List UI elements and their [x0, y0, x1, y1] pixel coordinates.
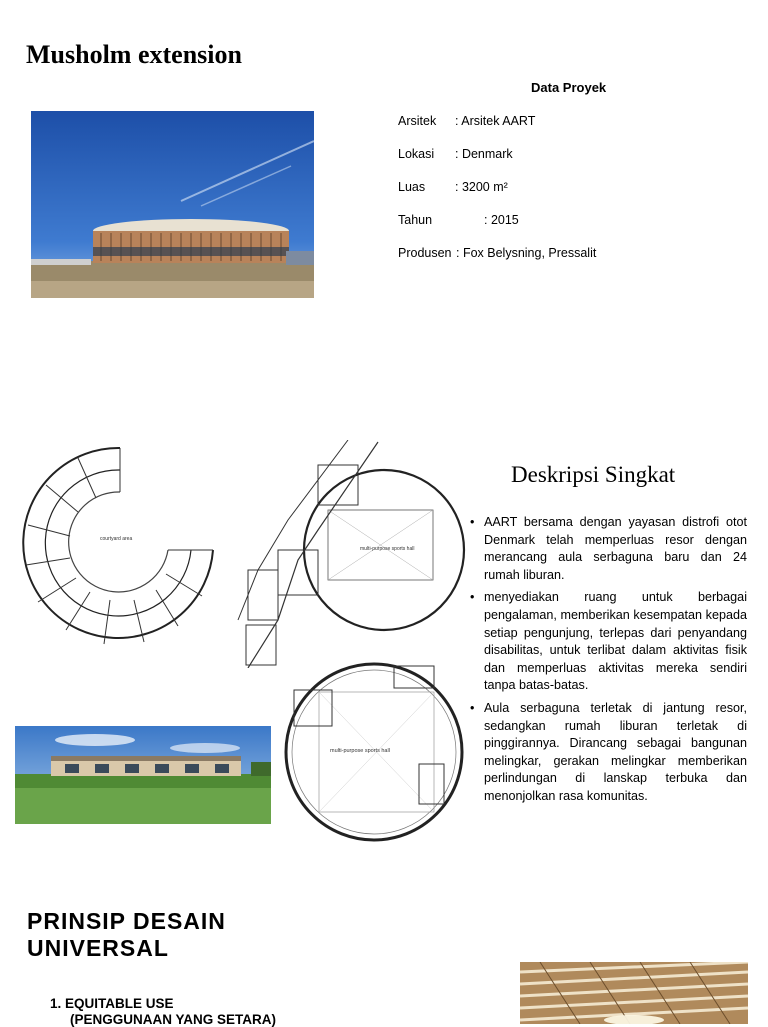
principle-item: 1. EQUITABLE USE	[50, 996, 174, 1011]
data-value: : Denmark	[455, 147, 513, 161]
page-title: Musholm extension	[26, 40, 242, 69]
principle-title: PRINSIP DESAIN UNIVERSAL	[27, 908, 226, 961]
data-label: Luas	[398, 180, 426, 194]
interior-ceiling-photo	[520, 962, 748, 1024]
data-row-arsitek	[398, 114, 535, 128]
data-row-tahun	[398, 213, 519, 227]
courtyard-label: courtyard area	[100, 536, 133, 542]
data-row-produsen	[398, 246, 596, 260]
sports-hall-label: multi-purpose sports hall	[360, 546, 415, 552]
list-item: • Aula serbaguna terletak di jantung resor, sedangkan rumah liburan terletak di pinggirannya. Dirancang sebagai bangunan melingkar, gerakan melingkar memberikan perlindungan di lanskap terbuka dan menonjolkan rasa komunitas.	[470, 700, 747, 806]
data-value: : Fox Belysning, Pressalit	[456, 246, 597, 260]
description-list	[470, 514, 747, 811]
data-row-lokasi	[398, 147, 513, 161]
data-value: : 3200 m²	[455, 180, 508, 194]
holiday-houses-floor-plan	[18, 440, 218, 650]
data-label: Produsen	[398, 246, 452, 260]
data-label: Arsitek	[398, 114, 437, 128]
sports-hall-floor-plan	[274, 652, 464, 848]
holiday-houses-photo	[15, 726, 271, 824]
sports-hall-site-plan	[218, 440, 466, 668]
data-value: : 2015	[484, 213, 519, 227]
building-exterior-photo	[31, 111, 314, 298]
list-item: • AART bersama dengan yayasan distrofi otot Denmark telah memperluas resor dengan merancang aula serbaguna baru dan 24 rumah liburan.	[470, 514, 747, 584]
principle-item-subtitle: (PENGGUNAAN YANG SETARA)	[70, 1012, 277, 1027]
data-row-luas	[398, 180, 508, 194]
data-value: : Arsitek AART	[455, 114, 536, 128]
data-label: Tahun	[398, 213, 433, 227]
list-item: • menyediakan ruang untuk berbagai pengalaman, memberikan kesempatan kepada setiap pengunjung, terlepas dari penyandang disabilitas, untuk terlibat dalam aktivitas fisik dan memperluas aktivitas mereka sendiri tanpa batas-batas.	[470, 589, 747, 695]
data-heading: Data Proyek	[531, 80, 607, 95]
description-heading: Deskripsi Singkat	[511, 462, 676, 487]
data-label: Lokasi	[398, 147, 435, 161]
sports-hall-label: multi-purpose sports hall	[330, 748, 390, 754]
